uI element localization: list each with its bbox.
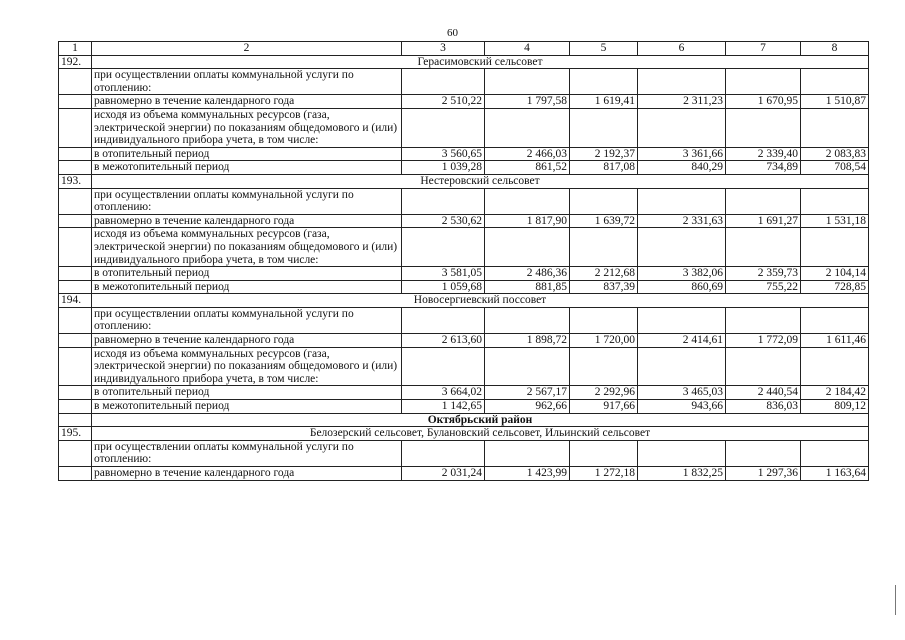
- value-cell: 917,66: [570, 400, 638, 414]
- table-row: [59, 161, 869, 175]
- value-cell: 1 817,90: [485, 214, 570, 228]
- row-number: [59, 161, 92, 175]
- value-cell: 1 619,41: [570, 95, 638, 109]
- table-row: [59, 400, 869, 414]
- value-cell: [726, 69, 801, 95]
- table-row: [59, 386, 869, 400]
- header-cell: 7: [726, 42, 801, 56]
- value-cell: 1 720,00: [570, 334, 638, 348]
- value-cell: 708,54: [801, 161, 869, 175]
- value-cell: 2 414,61: [638, 334, 726, 348]
- row-number: [59, 400, 92, 414]
- row-description: при осуществлении оплаты коммунальной услуги по отоплению:: [92, 307, 402, 333]
- row-description: в отопительный период: [92, 267, 402, 281]
- value-cell: [570, 440, 638, 466]
- value-cell: 1 510,87: [801, 95, 869, 109]
- row-number: [59, 228, 92, 267]
- value-cell: 3 465,03: [638, 386, 726, 400]
- value-cell: 3 361,66: [638, 147, 726, 161]
- row-number: [59, 188, 92, 214]
- value-cell: [485, 108, 570, 147]
- value-cell: 1 163,64: [801, 467, 869, 481]
- table-row: [59, 440, 869, 466]
- value-cell: [402, 347, 485, 386]
- row-number: 193.: [59, 174, 92, 188]
- value-cell: [726, 440, 801, 466]
- value-cell: 1 297,36: [726, 467, 801, 481]
- value-cell: 1 611,46: [801, 334, 869, 348]
- value-cell: [638, 69, 726, 95]
- value-cell: 1 639,72: [570, 214, 638, 228]
- value-cell: 840,29: [638, 161, 726, 175]
- value-cell: 2 311,23: [638, 95, 726, 109]
- section-row: [59, 174, 869, 188]
- value-cell: 2 486,36: [485, 267, 570, 281]
- section-title: Нестеровский сельсовет: [92, 174, 869, 188]
- value-cell: [801, 69, 869, 95]
- table-row: [59, 334, 869, 348]
- value-cell: 2 613,60: [402, 334, 485, 348]
- row-number: [59, 214, 92, 228]
- value-cell: 755,22: [726, 280, 801, 294]
- header-cell: 5: [570, 42, 638, 56]
- header-cell: 3: [402, 42, 485, 56]
- value-cell: 1 059,68: [402, 280, 485, 294]
- value-cell: [570, 69, 638, 95]
- value-cell: 1 272,18: [570, 467, 638, 481]
- value-cell: 2 104,14: [801, 267, 869, 281]
- row-description: равномерно в течение календарного года: [92, 95, 402, 109]
- value-cell: [402, 440, 485, 466]
- table-row: [59, 147, 869, 161]
- value-cell: 860,69: [638, 280, 726, 294]
- section-row: [59, 294, 869, 308]
- value-cell: [638, 307, 726, 333]
- value-cell: 809,12: [801, 400, 869, 414]
- value-cell: [638, 347, 726, 386]
- value-cell: [801, 228, 869, 267]
- value-cell: [801, 440, 869, 466]
- row-number: [59, 307, 92, 333]
- value-cell: 1 691,27: [726, 214, 801, 228]
- district-row: [59, 413, 869, 427]
- row-number: 195.: [59, 427, 92, 441]
- row-description: при осуществлении оплаты коммунальной услуги по отоплению:: [92, 69, 402, 95]
- row-description: в отопительный период: [92, 386, 402, 400]
- table-row: [59, 95, 869, 109]
- value-cell: 1 670,95: [726, 95, 801, 109]
- value-cell: 3 581,05: [402, 267, 485, 281]
- row-number: [59, 467, 92, 481]
- value-cell: [402, 108, 485, 147]
- value-cell: [801, 188, 869, 214]
- district-title: Октябрьский район: [92, 413, 869, 427]
- header-cell: 1: [59, 42, 92, 56]
- value-cell: 3 664,02: [402, 386, 485, 400]
- value-cell: 943,66: [638, 400, 726, 414]
- value-cell: 2 359,73: [726, 267, 801, 281]
- value-cell: 2 083,83: [801, 147, 869, 161]
- value-cell: 2 184,42: [801, 386, 869, 400]
- value-cell: 3 382,06: [638, 267, 726, 281]
- row-number: [59, 280, 92, 294]
- row-description: исходя из объема коммунальных ресурсов (газа, электрической энергии) по показаниям общедомового и (или) индивидуального прибора учета, в том числе:: [92, 108, 402, 147]
- table-row: [59, 467, 869, 481]
- value-cell: [638, 228, 726, 267]
- page-number: 60: [447, 27, 458, 39]
- value-cell: [402, 69, 485, 95]
- value-cell: 2 331,63: [638, 214, 726, 228]
- row-number: [59, 267, 92, 281]
- value-cell: 836,03: [726, 400, 801, 414]
- value-cell: [570, 228, 638, 267]
- header-cell: 6: [638, 42, 726, 56]
- table-row: [59, 69, 869, 95]
- value-cell: [485, 69, 570, 95]
- value-cell: 861,52: [485, 161, 570, 175]
- value-cell: 2 440,54: [726, 386, 801, 400]
- value-cell: 2 567,17: [485, 386, 570, 400]
- value-cell: 1 142,65: [402, 400, 485, 414]
- row-description: при осуществлении оплаты коммунальной услуги по отоплению:: [92, 440, 402, 466]
- row-number: [59, 413, 92, 427]
- table-row: [59, 347, 869, 386]
- value-cell: [638, 440, 726, 466]
- section-title: Новосергиевский поссовет: [92, 294, 869, 308]
- value-cell: [485, 440, 570, 466]
- value-cell: 2 530,62: [402, 214, 485, 228]
- value-cell: [402, 228, 485, 267]
- value-cell: [570, 188, 638, 214]
- value-cell: 817,08: [570, 161, 638, 175]
- header-cell: 2: [92, 42, 402, 56]
- value-cell: [570, 307, 638, 333]
- value-cell: [726, 347, 801, 386]
- table-row: [59, 280, 869, 294]
- value-cell: [485, 307, 570, 333]
- table-row: [59, 307, 869, 333]
- row-description: в межотопительный период: [92, 161, 402, 175]
- row-number: [59, 386, 92, 400]
- row-description: при осуществлении оплаты коммунальной услуги по отоплению:: [92, 188, 402, 214]
- value-cell: 1 039,28: [402, 161, 485, 175]
- value-cell: [801, 108, 869, 147]
- row-description: в отопительный период: [92, 147, 402, 161]
- row-number: [59, 69, 92, 95]
- value-cell: [402, 188, 485, 214]
- row-description: в межотопительный период: [92, 280, 402, 294]
- value-cell: [726, 228, 801, 267]
- value-cell: 1 832,25: [638, 467, 726, 481]
- tariff-table: [58, 41, 869, 481]
- table-row: [59, 228, 869, 267]
- row-description: равномерно в течение календарного года: [92, 467, 402, 481]
- value-cell: [726, 108, 801, 147]
- table-row: [59, 214, 869, 228]
- value-cell: [485, 228, 570, 267]
- value-cell: 881,85: [485, 280, 570, 294]
- row-description: в межотопительный период: [92, 400, 402, 414]
- value-cell: 3 560,65: [402, 147, 485, 161]
- value-cell: 734,89: [726, 161, 801, 175]
- value-cell: [570, 108, 638, 147]
- row-number: [59, 347, 92, 386]
- value-cell: 1 423,99: [485, 467, 570, 481]
- value-cell: [726, 188, 801, 214]
- value-cell: 2 466,03: [485, 147, 570, 161]
- row-description: равномерно в течение календарного года: [92, 214, 402, 228]
- value-cell: 2 212,68: [570, 267, 638, 281]
- row-number: 192.: [59, 55, 92, 69]
- value-cell: 2 510,22: [402, 95, 485, 109]
- value-cell: 962,66: [485, 400, 570, 414]
- value-cell: [638, 108, 726, 147]
- row-number: [59, 334, 92, 348]
- value-cell: 2 339,40: [726, 147, 801, 161]
- row-description: исходя из объема коммунальных ресурсов (газа, электрической энергии) по показаниям общедомового и (или) индивидуального прибора учета, в том числе:: [92, 228, 402, 267]
- value-cell: [402, 307, 485, 333]
- table-row: [59, 267, 869, 281]
- row-number: [59, 108, 92, 147]
- header-row: [59, 42, 869, 56]
- row-number: 194.: [59, 294, 92, 308]
- row-number: [59, 95, 92, 109]
- value-cell: [638, 188, 726, 214]
- value-cell: 2 192,37: [570, 147, 638, 161]
- value-cell: 1 898,72: [485, 334, 570, 348]
- section-title: Герасимовский сельсовет: [92, 55, 869, 69]
- value-cell: 728,85: [801, 280, 869, 294]
- row-description: равномерно в течение календарного года: [92, 334, 402, 348]
- scan-edge-mark: [895, 585, 896, 615]
- value-cell: 1 531,18: [801, 214, 869, 228]
- section-row: [59, 427, 869, 441]
- section-row: [59, 55, 869, 69]
- value-cell: 2 292,96: [570, 386, 638, 400]
- header-cell: 4: [485, 42, 570, 56]
- value-cell: [726, 307, 801, 333]
- row-number: [59, 147, 92, 161]
- value-cell: [801, 347, 869, 386]
- table-row: [59, 108, 869, 147]
- table-row: [59, 188, 869, 214]
- value-cell: [801, 307, 869, 333]
- row-description: исходя из объема коммунальных ресурсов (газа, электрической энергии) по показаниям общедомового и (или) индивидуального прибора учета, в том числе:: [92, 347, 402, 386]
- value-cell: 1 797,58: [485, 95, 570, 109]
- value-cell: 837,39: [570, 280, 638, 294]
- value-cell: [485, 188, 570, 214]
- row-number: [59, 440, 92, 466]
- value-cell: [485, 347, 570, 386]
- section-title: Белозерский сельсовет, Булановский сельсовет, Ильинский сельсовет: [92, 427, 869, 441]
- header-cell: 8: [801, 42, 869, 56]
- value-cell: 1 772,09: [726, 334, 801, 348]
- value-cell: [570, 347, 638, 386]
- value-cell: 2 031,24: [402, 467, 485, 481]
